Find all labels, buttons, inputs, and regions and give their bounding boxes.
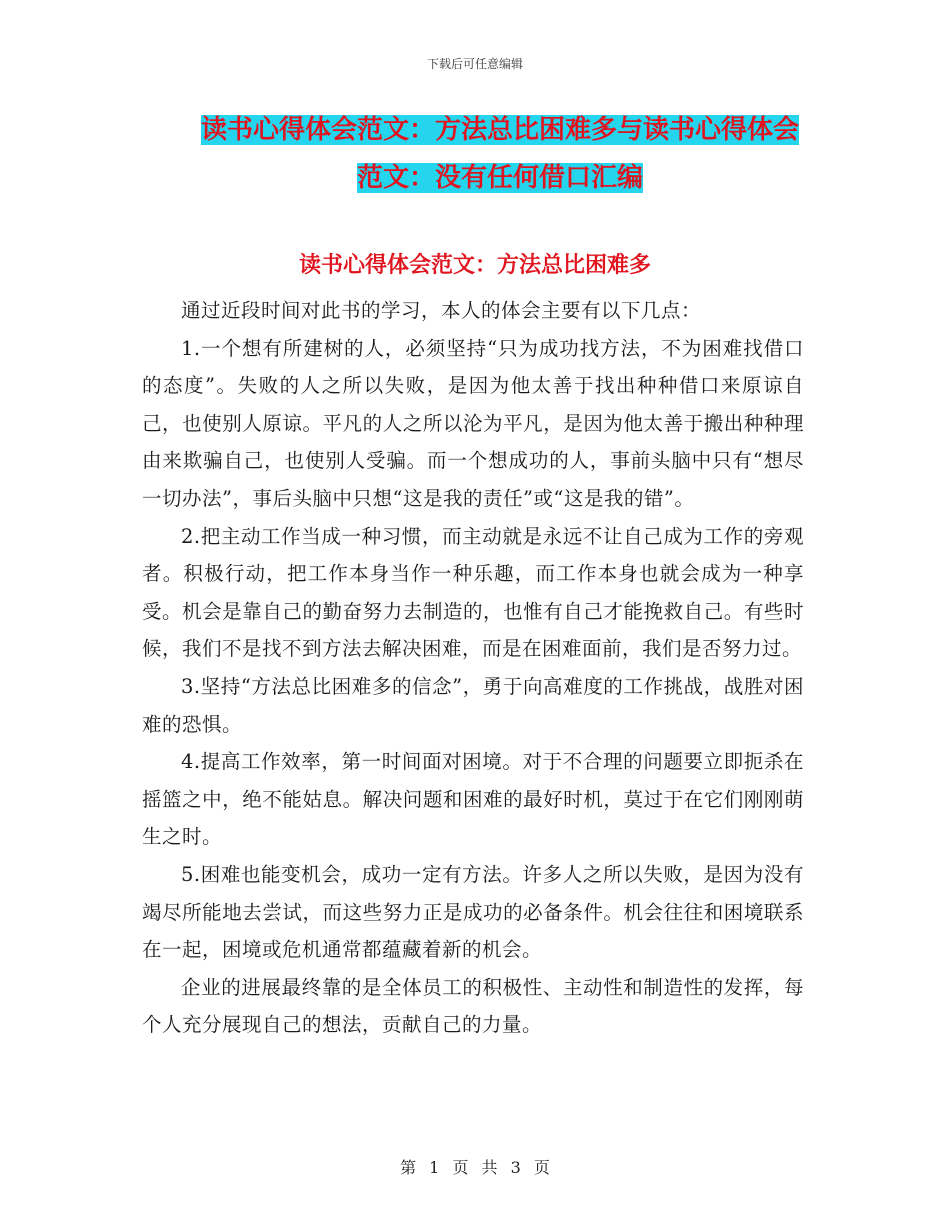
paragraph-point-5: 5.困难也能变机会，成功一定有方法。许多人之所以失败，是因为没有竭尽所能地去尝试，而这些努力正是成功的必备条件。机会往往和困境联系在一起，困境或危机通常都蕴藏着新的机会。 [142, 862, 804, 962]
document-title-line-1: 读书心得体会范文：方法总比困难多与读书心得体会 [200, 115, 799, 145]
paragraph-point-1: 1.一个想有所建树的人，必须坚持“只为成功找方法，不为困难找借口的态度”。失败的人之所以失败，是因为他太善于找出种种借口来原谅自己，也使别人原谅。平凡的人之所以沦为平凡，是因为他太善于搬出种种理由来欺骗自己，也使别人受骗。而一个想成功的人，事前头脑中只有“想尽一切办法”，事后头脑中只想“这是我的责任”或“这是我的错”。 [142, 336, 804, 510]
paragraph-point-2: 2.把主动工作当成一种习惯，而主动就是永远不让自己成为工作的旁观者。积极行动，把工作本身当作一种乐趣，而工作本身也就会成为一种享受。机会是靠自己的勤奋努力去制造的，也惟有自己才能挽救自己。有些时候，我们不是找不到方法去解决困难，而是在困难面前，我们是否努力过。 [142, 524, 804, 661]
section-title: 读书心得体会范文：方法总比困难多 [298, 253, 651, 278]
document-body [142, 292, 804, 1044]
paragraph-conclusion: 企业的进展最终靠的是全体员工的积极性、主动性和制造性的发挥，每个人充分展现自己的想法，贡献自己的力量。 [142, 975, 804, 1037]
document-title-line-2: 范文：没有任何借口汇编 [356, 163, 643, 193]
paragraph-intro: 通过近段时间对此书的学习，本人的体会主要有以下几点： [181, 299, 702, 322]
page-indicator: 第 1 页 共 3 页 [400, 1158, 550, 1177]
paragraph-point-3: 3.坚持“方法总比困难多的信念”，勇于向高难度的工作挑战，战胜对困难的恐惧。 [142, 674, 804, 736]
paragraph-point-4: 4.提高工作效率，第一时间面对困境。对于不合理的问题要立即扼杀在摇篮之中，绝不能姑息。解决问题和困难的最好时机，莫过于在它们刚刚萌生之时。 [142, 750, 804, 849]
header-note: 下载后可任意编辑 [426, 57, 523, 71]
document-title [140, 106, 860, 202]
